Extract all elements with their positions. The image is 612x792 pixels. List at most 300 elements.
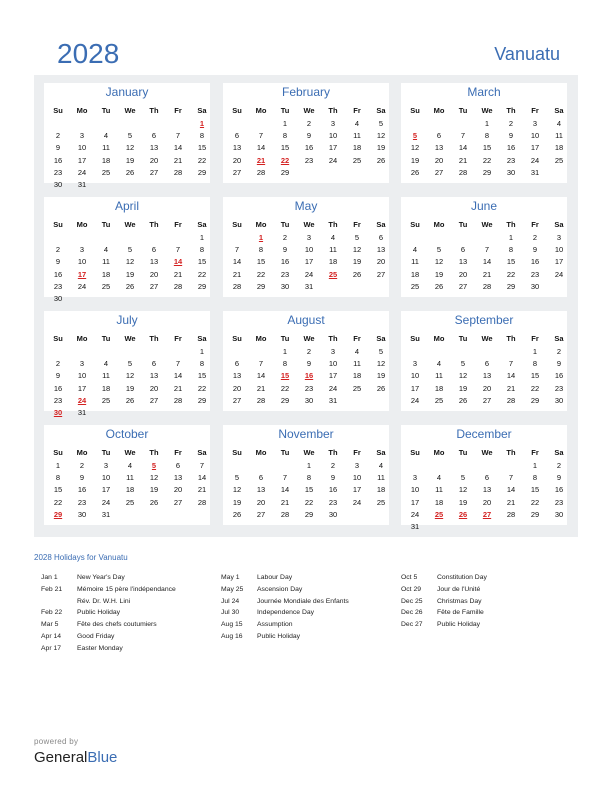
day-cell: 7 [484, 245, 490, 255]
weekday-header: Fr [353, 334, 361, 343]
day-cell: 16 [554, 485, 564, 495]
weekday-header: Su [232, 448, 242, 457]
day-cell: 22 [482, 155, 492, 165]
day-cell: 11 [411, 257, 419, 267]
day-cell: 11 [102, 371, 110, 381]
day-cell: 22 [53, 497, 63, 507]
day-cell: 1 [199, 233, 205, 242]
weekday-header: Th [149, 334, 159, 343]
month-title: March [467, 85, 501, 99]
day-cell: 16 [53, 155, 63, 165]
holiday-date: Dec 25 [401, 597, 423, 605]
day-cell: 17 [328, 371, 338, 381]
day-cell: 8 [532, 473, 538, 483]
day-cell: 6 [378, 233, 384, 242]
day-cell: 4 [103, 245, 109, 255]
day-cell: 24 [530, 155, 540, 165]
day-cell: 19 [376, 143, 386, 153]
day-cell: 13 [232, 143, 242, 153]
day-cell: 22 [197, 269, 207, 279]
weekday-header: Su [53, 334, 63, 343]
day-cell: 16 [328, 485, 338, 495]
day-cell: 7 [175, 245, 181, 255]
day-cell: 5 [127, 359, 133, 369]
day-cell: 3 [556, 233, 562, 242]
day-cell: 23 [53, 281, 63, 291]
weekday-header: Th [149, 106, 159, 115]
day-cell: 1 [306, 461, 312, 470]
day-cell: 26 [376, 383, 386, 393]
weekday-header: Su [53, 106, 63, 115]
day-cell: 23 [53, 395, 63, 405]
day-cell: 3 [532, 119, 538, 128]
day-cell: 29 [530, 395, 540, 405]
day-cell: 14 [256, 371, 266, 381]
weekday-header: Tu [101, 448, 111, 457]
day-cell: 28 [173, 395, 183, 405]
day-cell: 3 [354, 461, 360, 470]
day-cell: 11 [102, 143, 110, 153]
day-cell: 5 [460, 473, 466, 483]
day-cell: 25 [352, 155, 362, 165]
day-cell: 1 [199, 347, 205, 356]
day-cell: 9 [306, 359, 312, 369]
day-cell: 8 [532, 359, 538, 369]
day-cell: 30 [554, 395, 564, 405]
day-cell: 19 [232, 497, 242, 507]
day-cell: 2 [532, 233, 538, 242]
day-cell: 24 [410, 509, 420, 519]
day-cell: 25 [352, 383, 362, 393]
day-cell: 31 [530, 167, 540, 177]
holiday-name: Christmas Day [437, 597, 482, 605]
weekday-header: We [303, 220, 315, 229]
day-cell: 20 [458, 269, 468, 279]
day-cell: 3 [79, 245, 85, 255]
holiday-day-cell: 1 [199, 119, 205, 128]
day-cell: 4 [436, 359, 442, 369]
month-october [44, 425, 210, 525]
weekday-header: Th [506, 334, 516, 343]
day-cell: 12 [434, 257, 444, 267]
day-cell: 19 [434, 269, 444, 279]
weekday-header: Su [410, 106, 420, 115]
day-cell: 28 [506, 395, 516, 405]
day-cell: 18 [434, 383, 444, 393]
day-cell: 30 [554, 509, 564, 519]
holiday-date: May 1 [221, 574, 240, 581]
day-cell: 20 [434, 155, 444, 165]
day-cell: 7 [175, 131, 181, 141]
holiday-name: Easter Monday [77, 644, 123, 652]
generalblue-logo[interactable] [34, 749, 117, 766]
day-cell: 4 [556, 119, 562, 128]
holiday-date: Dec 27 [401, 621, 423, 629]
day-cell: 9 [282, 245, 288, 255]
day-cell: 21 [506, 383, 516, 393]
day-cell: 23 [280, 269, 290, 279]
day-cell: 2 [330, 461, 336, 470]
day-cell: 21 [506, 497, 516, 507]
day-cell: 10 [410, 371, 420, 381]
weekday-header: Tu [101, 220, 111, 229]
day-cell: 30 [53, 180, 63, 189]
day-cell: 16 [280, 257, 290, 267]
day-cell: 8 [306, 473, 312, 483]
holiday-day-cell: 5 [412, 131, 418, 141]
holiday-name: Independence Day [257, 609, 315, 617]
day-cell: 30 [506, 167, 516, 177]
day-cell: 10 [328, 131, 338, 141]
day-cell: 27 [149, 281, 159, 291]
day-cell: 9 [532, 245, 538, 255]
weekday-header: Fr [174, 334, 182, 343]
day-cell: 18 [352, 371, 362, 381]
day-cell: 9 [556, 473, 562, 483]
month-title: April [114, 199, 139, 213]
day-cell: 11 [353, 359, 361, 369]
holiday-name: Journée Mondiale des Enfants [257, 597, 349, 605]
day-cell: 21 [482, 269, 492, 279]
holiday-name: Public Holiday [257, 632, 301, 640]
day-cell: 27 [376, 269, 386, 279]
day-cell: 22 [256, 269, 266, 279]
holiday-day-cell: 24 [77, 395, 87, 405]
weekday-header: Sa [197, 220, 207, 229]
weekday-header: Th [328, 448, 338, 457]
day-cell: 13 [149, 371, 159, 381]
day-cell: 28 [482, 281, 492, 291]
month-february [223, 83, 389, 183]
holiday-day-cell: 16 [304, 371, 314, 381]
day-cell: 9 [55, 143, 61, 153]
holiday-day-cell: 25 [434, 509, 444, 519]
day-cell: 25 [554, 155, 564, 165]
holiday-name: Public Holiday [437, 621, 481, 629]
day-cell: 22 [530, 383, 540, 393]
day-cell: 1 [508, 233, 514, 242]
holiday-day-cell: 5 [151, 461, 157, 470]
month-title: November [278, 427, 334, 441]
day-cell: 20 [232, 383, 242, 393]
day-cell: 18 [125, 485, 135, 495]
day-cell: 12 [352, 245, 362, 255]
day-cell: 7 [258, 131, 264, 141]
day-cell: 3 [103, 461, 109, 470]
day-cell: 17 [530, 143, 540, 153]
day-cell: 13 [173, 473, 183, 483]
day-cell: 8 [282, 131, 288, 141]
weekday-header: Th [328, 334, 338, 343]
day-cell: 16 [554, 371, 564, 381]
day-cell: 3 [330, 347, 336, 356]
day-cell: 24 [554, 269, 564, 279]
month-september [401, 311, 567, 411]
day-cell: 29 [506, 281, 516, 291]
weekday-header: Sa [376, 448, 386, 457]
day-cell: 13 [482, 485, 492, 495]
day-cell: 4 [436, 473, 442, 483]
day-cell: 23 [304, 155, 314, 165]
day-cell: 21 [173, 383, 183, 393]
weekday-header: Sa [554, 220, 564, 229]
weekday-header: Mo [255, 334, 267, 343]
weekday-header: Tu [458, 448, 468, 457]
day-cell: 12 [376, 131, 386, 141]
day-cell: 9 [508, 131, 514, 141]
day-cell: 26 [125, 281, 135, 291]
powered-by-text: powered by [34, 737, 79, 746]
month-november [223, 425, 389, 525]
day-cell: 17 [328, 143, 338, 153]
day-cell: 4 [127, 461, 133, 470]
day-cell: 17 [410, 497, 420, 507]
day-cell: 13 [232, 371, 242, 381]
day-cell: 8 [258, 245, 264, 255]
day-cell: 8 [282, 359, 288, 369]
day-cell: 13 [149, 143, 159, 153]
weekday-header: Fr [531, 220, 539, 229]
day-cell: 4 [412, 245, 418, 255]
day-cell: 8 [199, 359, 205, 369]
day-cell: 28 [506, 509, 516, 519]
day-cell: 22 [197, 383, 207, 393]
day-cell: 18 [101, 269, 111, 279]
year-title: 2028 [57, 38, 120, 69]
day-cell: 15 [304, 485, 314, 495]
day-cell: 6 [258, 473, 264, 483]
weekday-header: Sa [554, 448, 564, 457]
day-cell: 9 [55, 257, 61, 267]
day-cell: 10 [77, 143, 87, 153]
holiday-name: New Year's Day [77, 574, 125, 581]
day-cell: 25 [101, 395, 111, 405]
day-cell: 14 [173, 143, 183, 153]
day-cell: 5 [378, 119, 384, 128]
day-cell: 18 [434, 497, 444, 507]
holiday-day-cell: 26 [458, 509, 468, 519]
day-cell: 2 [55, 131, 61, 141]
month-title: December [456, 427, 512, 441]
day-cell: 2 [55, 359, 61, 369]
weekday-header: Fr [174, 220, 182, 229]
holiday-date: Feb 22 [41, 609, 63, 617]
weekday-header: Su [232, 106, 242, 115]
day-cell: 26 [410, 167, 420, 177]
day-cell: 24 [304, 269, 314, 279]
day-cell: 29 [280, 167, 290, 177]
day-cell: 28 [232, 281, 242, 291]
weekday-header: Mo [255, 106, 267, 115]
weekday-header: Tu [280, 106, 290, 115]
day-cell: 15 [53, 485, 63, 495]
day-cell: 5 [234, 473, 240, 483]
day-cell: 23 [77, 497, 87, 507]
day-cell: 19 [125, 269, 135, 279]
day-cell: 29 [304, 509, 314, 519]
day-cell: 1 [282, 119, 288, 128]
day-cell: 16 [304, 143, 314, 153]
day-cell: 18 [410, 269, 420, 279]
day-cell: 22 [280, 383, 290, 393]
day-cell: 29 [197, 167, 207, 177]
day-cell: 5 [127, 131, 133, 141]
day-cell: 21 [280, 497, 290, 507]
day-cell: 15 [197, 257, 207, 267]
day-cell: 14 [232, 257, 242, 267]
weekday-header: Fr [353, 220, 361, 229]
holiday-name: Ascension Day [257, 585, 303, 593]
day-cell: 15 [506, 257, 516, 267]
day-cell: 12 [458, 485, 468, 495]
day-cell: 21 [232, 269, 242, 279]
day-cell: 18 [376, 485, 386, 495]
day-cell: 7 [282, 473, 288, 483]
day-cell: 12 [376, 359, 386, 369]
holiday-date: Jul 30 [221, 609, 240, 617]
weekday-header: Mo [76, 334, 88, 343]
day-cell: 21 [173, 155, 183, 165]
day-cell: 20 [173, 485, 183, 495]
weekday-header: Sa [554, 106, 564, 115]
weekday-header: Th [506, 220, 516, 229]
day-cell: 23 [554, 497, 564, 507]
holiday-date: Apr 17 [41, 644, 62, 652]
day-cell: 31 [410, 522, 420, 531]
day-cell: 4 [103, 131, 109, 141]
weekday-header: Th [149, 448, 159, 457]
day-cell: 28 [173, 167, 183, 177]
day-cell: 18 [101, 155, 111, 165]
weekday-header: Su [232, 334, 242, 343]
day-cell: 22 [197, 155, 207, 165]
day-cell: 3 [306, 233, 312, 242]
day-cell: 5 [460, 359, 466, 369]
holiday-name: Labour Day [257, 574, 293, 581]
holiday-name: Fête de Famille [437, 609, 484, 617]
day-cell: 25 [376, 497, 386, 507]
holiday-name: Fête des chefs coutumiers [77, 621, 157, 629]
weekday-header: Mo [76, 220, 88, 229]
day-cell: 7 [508, 473, 514, 483]
day-cell: 10 [77, 257, 87, 267]
month-july [44, 311, 210, 417]
day-cell: 26 [149, 497, 159, 507]
day-cell: 9 [556, 359, 562, 369]
day-cell: 13 [376, 245, 386, 255]
day-cell: 5 [378, 347, 384, 356]
day-cell: 8 [508, 245, 514, 255]
day-cell: 2 [556, 461, 562, 470]
day-cell: 25 [101, 167, 111, 177]
weekday-header: Mo [76, 106, 88, 115]
day-cell: 24 [328, 155, 338, 165]
day-cell: 12 [125, 257, 135, 267]
day-cell: 4 [354, 347, 360, 356]
weekday-header: Fr [531, 448, 539, 457]
day-cell: 6 [151, 131, 157, 141]
day-cell: 20 [149, 383, 159, 393]
month-december [401, 425, 567, 531]
holiday-name: Rév. Dr. W.H. Lini [77, 597, 131, 605]
holiday-name: Constitution Day [437, 574, 487, 581]
day-cell: 17 [554, 257, 564, 267]
weekday-header: Mo [433, 334, 445, 343]
day-cell: 8 [199, 245, 205, 255]
day-cell: 22 [506, 269, 516, 279]
day-cell: 18 [328, 257, 338, 267]
day-cell: 7 [199, 461, 205, 470]
weekday-header: Tu [458, 334, 468, 343]
holiday-name: Good Friday [77, 632, 115, 640]
day-cell: 26 [458, 395, 468, 405]
day-cell: 3 [412, 359, 418, 369]
weekday-header: Sa [197, 334, 207, 343]
day-cell: 13 [482, 371, 492, 381]
day-cell: 23 [304, 383, 314, 393]
day-cell: 15 [530, 485, 540, 495]
weekday-header: Su [53, 220, 63, 229]
day-cell: 29 [280, 395, 290, 405]
day-cell: 20 [482, 383, 492, 393]
weekday-header: Su [53, 448, 63, 457]
day-cell: 23 [506, 155, 516, 165]
weekday-header: We [303, 448, 315, 457]
day-cell: 20 [256, 497, 266, 507]
day-cell: 14 [256, 143, 266, 153]
day-cell: 15 [530, 371, 540, 381]
day-cell: 19 [149, 485, 159, 495]
day-cell: 10 [304, 245, 314, 255]
weekday-header: Fr [531, 106, 539, 115]
weekday-header: We [124, 334, 136, 343]
day-cell: 7 [258, 359, 264, 369]
day-cell: 24 [101, 497, 111, 507]
day-cell: 1 [55, 461, 61, 470]
month-title: August [287, 313, 325, 327]
day-cell: 7 [234, 245, 240, 255]
day-cell: 27 [458, 281, 468, 291]
weekday-header: Su [410, 448, 420, 457]
day-cell: 5 [127, 245, 133, 255]
day-cell: 26 [376, 155, 386, 165]
holiday-name: Jour de l'Unité [437, 585, 481, 593]
holiday-name: Mémoire 15 père l'indépendance [77, 585, 176, 593]
day-cell: 19 [376, 371, 386, 381]
day-cell: 9 [330, 473, 336, 483]
day-cell: 15 [280, 143, 290, 153]
day-cell: 2 [508, 119, 514, 128]
day-cell: 12 [149, 473, 159, 483]
weekday-header: We [481, 448, 493, 457]
day-cell: 5 [436, 245, 442, 255]
day-cell: 11 [377, 473, 385, 483]
day-cell: 22 [304, 497, 314, 507]
day-cell: 28 [197, 497, 207, 507]
month-title: October [105, 427, 149, 441]
day-cell: 24 [77, 167, 87, 177]
weekday-header: Tu [458, 106, 468, 115]
weekday-header: Mo [255, 448, 267, 457]
day-cell: 27 [149, 395, 159, 405]
day-cell: 20 [149, 269, 159, 279]
day-cell: 16 [77, 485, 87, 495]
day-cell: 4 [330, 233, 336, 242]
day-cell: 10 [328, 359, 338, 369]
day-cell: 30 [530, 281, 540, 291]
day-cell: 1 [532, 461, 538, 470]
weekday-header: Sa [554, 334, 564, 343]
